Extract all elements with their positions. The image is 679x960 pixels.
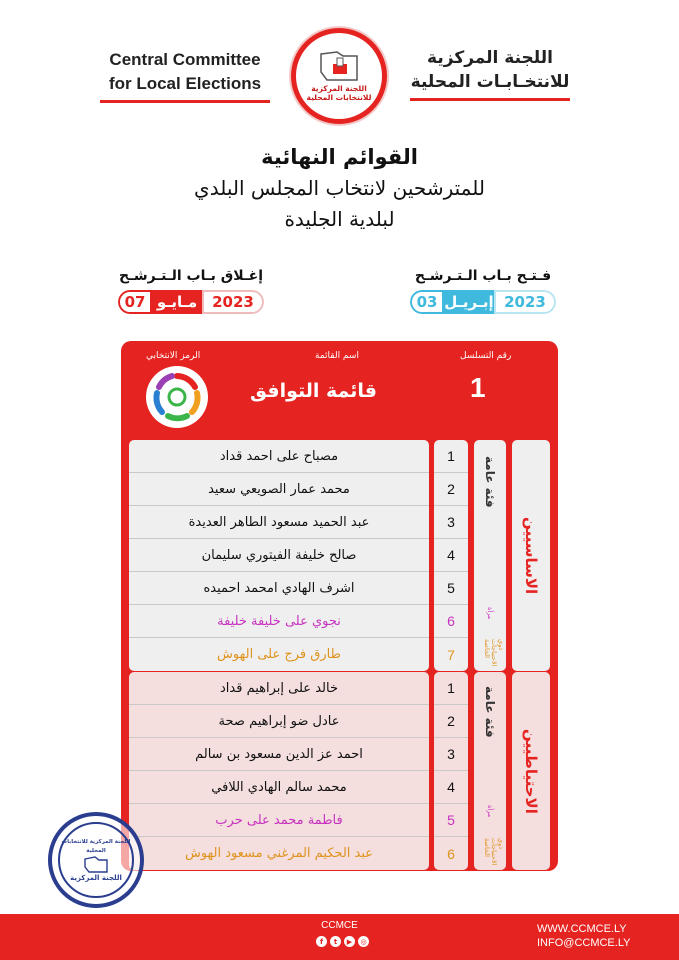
- candidate-name: مصباح على احمد قداد: [129, 440, 429, 473]
- candidate-name: فاطمة محمد على حرب: [129, 804, 429, 837]
- close-year: 2023: [202, 290, 264, 314]
- candidate-number: 6: [434, 605, 468, 638]
- candidate-number: 5: [434, 572, 468, 605]
- title-final-lists: القوائم النهائية: [261, 145, 418, 169]
- primary-names-panel: [129, 440, 429, 671]
- list-number: 1: [470, 372, 486, 403]
- official-stamp: [48, 812, 144, 908]
- candidate-name: احمد عز الدين مسعود بن سالم: [129, 738, 429, 771]
- twitter-icon[interactable]: t: [330, 936, 341, 947]
- candidate-name: اشرف الهادي امحمد احميده: [129, 572, 429, 605]
- candidate-name: عبد الحكيم المرغني مسعود الهوش: [184, 846, 374, 861]
- stamp-ballot-icon: [83, 856, 109, 874]
- candidate-name: خالد على إبراهيم قداد: [129, 672, 429, 705]
- candidate-number: 2: [434, 473, 468, 506]
- candidate-number: 4: [434, 539, 468, 572]
- list-name: قائمة التوافق: [250, 380, 377, 402]
- stamp-inner-ring: [58, 822, 134, 898]
- open-date-pill: [410, 290, 556, 314]
- nomination-close-date: [118, 268, 264, 314]
- footer-brand: CCMCE: [321, 920, 358, 931]
- candidate-number: 1: [434, 672, 468, 705]
- col-header-symbol: الرمز الانتخابي: [146, 351, 201, 361]
- ring-emblem-icon: [146, 366, 208, 428]
- candidate-number: 5: [434, 804, 468, 837]
- list-emblem: [146, 366, 208, 428]
- primary-numbers-panel: [434, 440, 468, 671]
- stamp-text-line1: اللجنة المركزية للانتخابات المحلية: [61, 838, 131, 854]
- reserve-category-special: ذوي الاحتياجات الخاصة: [483, 838, 505, 866]
- footer-website-link[interactable]: WWW.CCMCE.LY: [537, 923, 627, 935]
- stamp-text-line2: اللجنة المركزية: [70, 873, 122, 882]
- primary-category-panel: [474, 440, 506, 671]
- primary-category-general: فئة عامة: [483, 456, 497, 508]
- title-candidates: للمترشحين لانتخاب المجلس البلدي: [194, 176, 485, 200]
- committee-logo: [291, 28, 387, 124]
- primary-section-label: الاساسيين: [522, 516, 540, 595]
- header-ar-line1: اللجنة المركزية: [427, 48, 553, 68]
- header-en-line1: Central Committee: [109, 50, 261, 69]
- libya-map-ballot-icon: [317, 50, 361, 84]
- logo-text-line1: اللجنة المركزية: [311, 84, 367, 93]
- open-year: 2023: [494, 290, 556, 314]
- candidate-name: طارق فرج على الهوش: [217, 647, 341, 662]
- footer-social-icons: [316, 936, 369, 947]
- reserve-category-general: فئة عامة: [483, 686, 497, 738]
- instagram-icon[interactable]: ◎: [358, 936, 369, 947]
- reserve-names-panel: [129, 672, 429, 870]
- candidate-number: 7: [447, 646, 455, 663]
- open-month: إبـريـل: [444, 290, 494, 314]
- header-ar-line2: للانتخـابـات المحلية: [410, 72, 570, 92]
- candidate-name: صالح خليفة الفيتوري سليمان: [129, 539, 429, 572]
- close-month: مـايـو: [152, 290, 202, 314]
- header-en-rule: [100, 100, 270, 103]
- candidate-number: 1: [434, 440, 468, 473]
- youtube-icon[interactable]: ▶: [344, 936, 355, 947]
- reserve-category-panel: [474, 672, 506, 870]
- candidate-name: نجوي على خليفة خليفة: [129, 605, 429, 638]
- reserve-category-woman: مرأة: [486, 805, 494, 818]
- close-date-pill: [118, 290, 264, 314]
- open-day: 03: [410, 290, 444, 314]
- header-en-line2: for Local Elections: [108, 74, 262, 93]
- primary-category-woman: مرأة: [486, 607, 494, 620]
- candidate-name: عادل ضو إبراهيم صحة: [129, 705, 429, 738]
- reserve-numbers-panel: [434, 672, 468, 870]
- reserve-section-label: الاحتياطيين: [522, 728, 540, 814]
- footer-contact: [537, 922, 630, 950]
- col-header-serial: رقم التسلسل: [460, 351, 512, 361]
- header-english: [100, 48, 270, 103]
- document-titles: [0, 142, 679, 234]
- candidate-number: 3: [434, 738, 468, 771]
- title-municipality: لبلدية الجليدة: [284, 207, 395, 231]
- close-date-label: إغـلاق بـاب الـتـرشـح: [118, 268, 264, 284]
- candidate-name: عبد الحميد مسعود الطاهر العديدة: [129, 506, 429, 539]
- candidate-name: محمد سالم الهادي اللافي: [129, 771, 429, 804]
- logo-text-line2: للانتخابات المحلية: [306, 93, 372, 102]
- header-arabic: [410, 46, 570, 101]
- primary-side-panel: [512, 440, 550, 671]
- open-date-label: فـتـح بـاب الـتـرشـح: [414, 268, 552, 284]
- col-header-list-name: اسم القائمة: [315, 351, 359, 361]
- candidate-number: 6: [447, 845, 455, 862]
- nomination-open-date: [410, 268, 556, 314]
- close-day: 07: [118, 290, 152, 314]
- candidate-number: 2: [434, 705, 468, 738]
- footer-bar: [0, 914, 679, 960]
- header-ar-rule: [410, 98, 570, 101]
- candidate-name: محمد عمار الصويعي سعيد: [129, 473, 429, 506]
- candidate-number: 4: [434, 771, 468, 804]
- footer-email-link[interactable]: INFO@CCMCE.LY: [537, 937, 631, 949]
- facebook-icon[interactable]: f: [316, 936, 327, 947]
- candidate-number: 3: [434, 506, 468, 539]
- primary-category-special: ذوي الاحتياجات الخاصة: [483, 639, 505, 667]
- reserve-side-panel: [512, 672, 550, 870]
